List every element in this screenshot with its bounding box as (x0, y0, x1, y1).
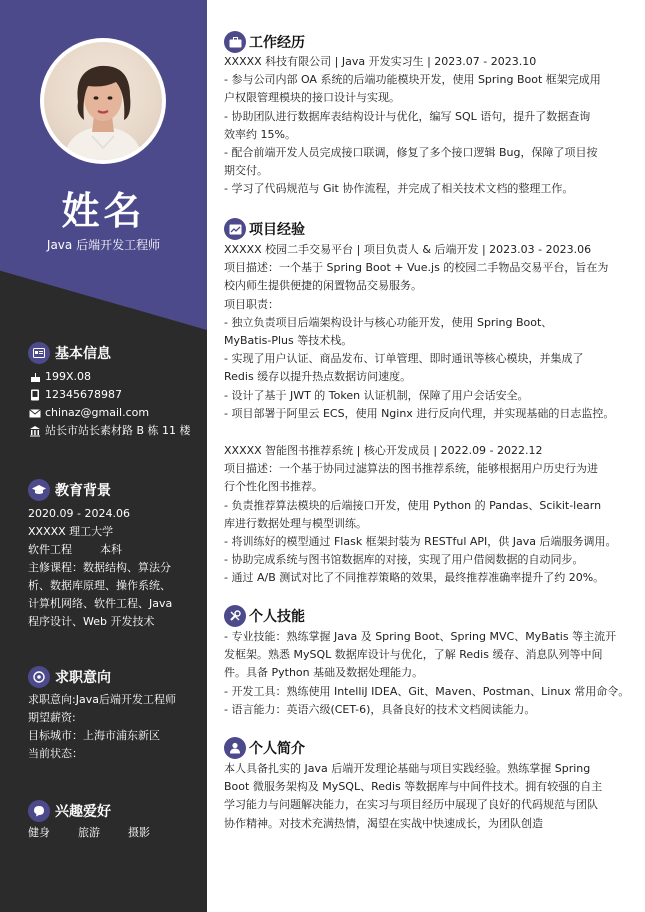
basic-info-list (28, 368, 200, 440)
profile-title: Java 后端开发工程师 (46, 238, 161, 252)
portrait-illustration (44, 42, 162, 160)
cake-icon (28, 370, 42, 384)
summary-text: 本人具备扎实的 Java 后端开发理论基础与项目实践经验。熟练掌握 Spring Boot 微服务架构及 MySQL、Redis 等数据库与中间件技术。拥有较强的自主 学习能力与问题解决能力，在实习与项目经历中展现了良好的代码规范与团队 协作精神。对技术充满热情，渴望在实战中快速成长，为团队创造 (224, 762, 603, 830)
project-2: XXXXX 智能图书推荐系统 | 核心开发成员 | 2022.09 - 2022.12 项目描述：一个基于协同过滤算法的图书推荐系统，能够根据用户历史行为进 行个性化图书推荐。 - 负责推荐算法模块的后端接口开发，使用 Python 的 Pandas、Scikit-learn 库进行数据处理与模型训练。 - 将训练好的模型通过 Flask 框架封装为 RESTful API，供 Java 后端服务调用。 - 协助完成系统与图书馆数据库的对接，实现了用户借阅数据的自动同步。 - 通过 A/B 测试对比了不同推荐策略的效果，最终推荐准确率提升了约 20%。 (224, 442, 634, 588)
address-row: 站长市站长素材路 B 栋 11 楼 (28, 422, 200, 440)
hobby-item: 健身 (28, 826, 50, 839)
target-icon (28, 666, 50, 688)
chart-icon (224, 218, 246, 240)
user-icon (224, 737, 246, 759)
email-row: chinaz@gmail.com (28, 404, 200, 422)
phone-row: 12345678987 (28, 386, 200, 404)
section-intention-heading: 求职意向 (28, 666, 111, 688)
education-details: 2020.09 - 2024.06 XXXXX 理工大学 软件工程 本科 主修课程：数据结构、算法分 析、数据库原理、操作系统、 计算机网络、软件工程、Java 程序设计、Web 开发技术 (28, 505, 200, 631)
profile-name: 姓名 (61, 189, 146, 233)
mail-icon (28, 406, 42, 420)
skills-list: - 专业技能：熟练掌握 Java 及 Spring Boot、Spring MVC、MyBatis 等主流开 发框架。熟悉 MySQL 数据库设计与优化，了解 Redis 缓存、消息队列等中间 件。具备 Python 基础及数据处理能力。 - 开发工具：熟练使用 IntelliJ IDEA、Git、Maven、Postman、Linux 常用命令。 - 语言能力：英语六级(CET-6)，具备良好的技术文档阅读能力。 (224, 630, 630, 716)
building-icon (28, 424, 42, 438)
birth-row: 199X.08 (28, 368, 200, 386)
section-education-heading: 教育背景 (28, 479, 111, 501)
graduation-cap-icon (28, 479, 50, 501)
section-summary-heading: 个人简介 (224, 737, 305, 759)
avatar (40, 38, 166, 164)
hobbies-list (28, 824, 200, 842)
major-degree-row: 软件工程 本科 (28, 543, 122, 556)
intention-details: 求职意向:Java后端开发工程师 期望薪资: 目标城市：上海市浦东新区 当前状态： (28, 693, 176, 760)
hobby-item: 旅游 (78, 826, 100, 839)
project-meta: XXXXX 智能图书推荐系统 | 核心开发成员 | 2022.09 - 2022.12 (224, 444, 543, 457)
section-hobbies-heading: 兴趣爱好 (28, 800, 111, 822)
briefcase-icon (224, 31, 246, 53)
work-experience: XXXXX 科技有限公司 | Java 开发实习生 | 2023.07 - 2023.10 - 参与公司内部 OA 系统的后端功能模块开发，使用 Spring Boot 框架完成用 户权限管理模块的接口设计与实现。 - 协助团队进行数据库表结构设计与优化，编写 SQL 语句，提升了数据查询 效率约 15%。 - 配合前端开发人员完成接口联调，修复了多个接口逻辑 Bug，保障了项目按 期交付。 - 学习了代码规范与 Git 协作流程，并完成了相关技术文档的整理工作。 (224, 53, 634, 199)
avatar-photo (44, 42, 162, 160)
project-meta: XXXXX 校园二手交易平台 | 项目负责人 & 后端开发 | 2023.03 - 2023.06 (224, 243, 592, 256)
work-meta: XXXXX 科技有限公司 | Java 开发实习生 | 2023.07 - 2023.10 (224, 55, 537, 68)
section-work-heading: 工作经历 (224, 31, 305, 53)
section-basic-info-heading: 基本信息 (28, 342, 111, 364)
project-1: XXXXX 校园二手交易平台 | 项目负责人 & 后端开发 | 2023.03 - 2023.06 项目描述：一个基于 Spring Boot + Vue.js 的校园二手物品交易平台，旨在为 校内师生提供便捷的闲置物品交易服务。 项目职责： - 独立负责项目后端架构设计与核心功能开发，使用 Spring Boot、 MyBatis-Plus 等技术栈。 - 实现了用户认证、商品发布、订单管理、即时通讯等核心模块，并集成了 Redis 缓存以提升热点数据访问速度。 - 设计了基于 JWT 的 Token 认证机制，保障了用户会话安全。 - 项目部署于阿里云 ECS，使用 Nginx 进行反向代理，并实现基础的日志监控。 (224, 241, 634, 423)
phone-icon (28, 388, 42, 402)
chat-bubble-icon (28, 800, 50, 822)
sidebar (0, 0, 207, 912)
tools-icon (224, 605, 246, 627)
hobby-item: 摄影 (128, 826, 150, 839)
id-card-icon (28, 342, 50, 364)
section-skills-heading: 个人技能 (224, 605, 305, 627)
section-projects-heading: 项目经验 (224, 218, 305, 240)
